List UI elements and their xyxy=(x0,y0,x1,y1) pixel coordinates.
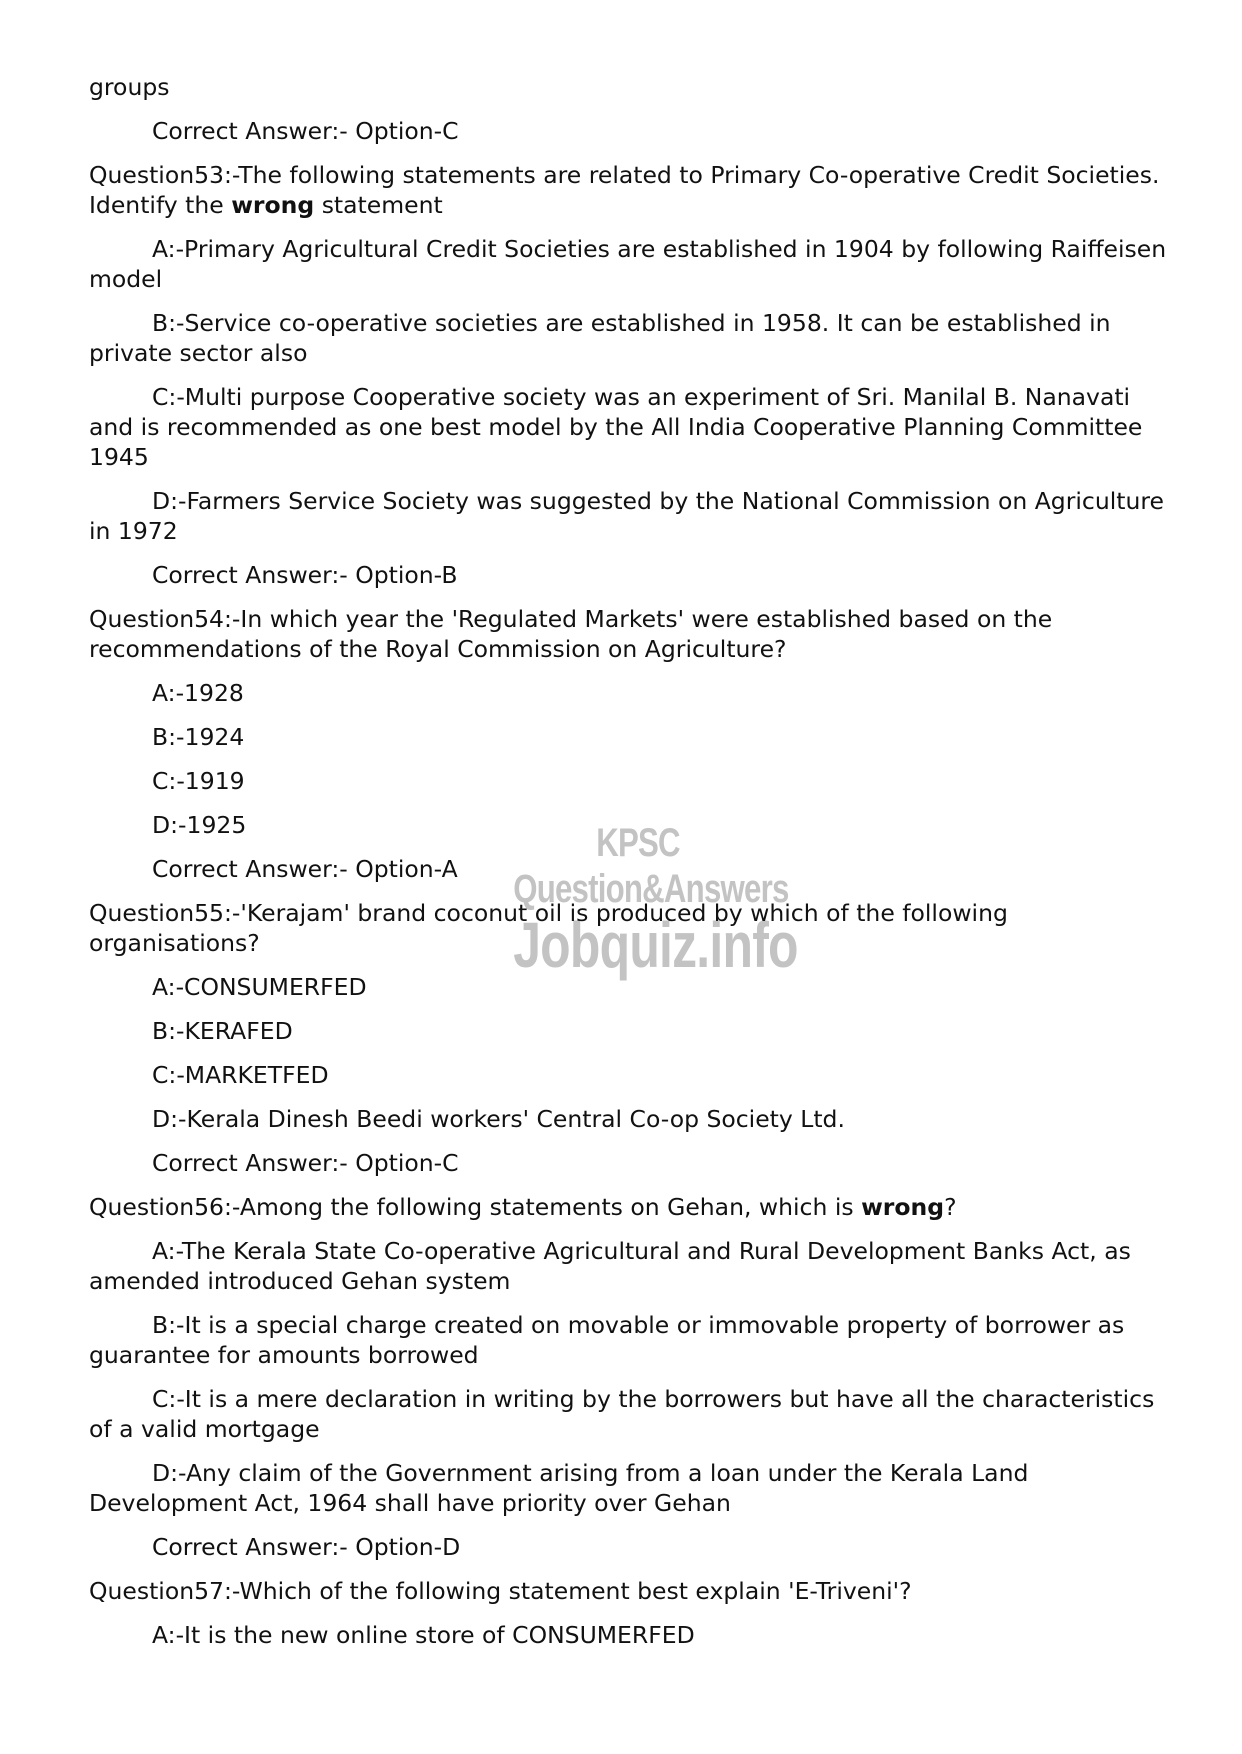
question-text: Question53:-The following statements are related to Primary Co-operative Credit Societies. Identify the wrong statement xyxy=(89,161,1160,219)
correct-answer: Correct Answer:- Option-B xyxy=(152,561,458,589)
option-c: C:-MARKETFED xyxy=(152,1061,329,1089)
question-text: Question56:-Among the following statements on Gehan, which is wrong? xyxy=(89,1193,957,1221)
option-a: A:-CONSUMERFED xyxy=(152,973,367,1001)
question-57 xyxy=(89,1576,1169,1650)
option-c: C:-It is a mere declaration in writing by the borrowers but have all the characteristics of a valid mortgage xyxy=(89,1385,1155,1443)
option-a: A:-It is the new online store of CONSUMERFED xyxy=(152,1621,695,1649)
watermark-line-1: KPSC Question&Answers xyxy=(513,821,789,911)
option-d: D:-Any claim of the Government arising from a loan under the Kerala Land Development Act, 1964 shall have priority over Gehan xyxy=(89,1459,1029,1517)
option-b: B:-KERAFED xyxy=(152,1017,293,1045)
question-text: Question54:-In which year the 'Regulated Markets' were established based on the recommendations of the Royal Commission on Agriculture? xyxy=(89,605,1053,663)
continuation-text: groups xyxy=(89,73,170,101)
question-56 xyxy=(89,1192,1169,1562)
option-a: A:-1928 xyxy=(152,679,244,707)
question-text: Question57:-Which of the following statement best explain 'E-Triveni'? xyxy=(89,1577,912,1605)
option-b: B:-Service co-operative societies are established in 1958. It can be established in private sector also xyxy=(89,309,1111,367)
option-c: C:-Multi purpose Cooperative society was an experiment of Sri. Manilal B. Nanavati and is recommended as one best model by the All India Cooperative Planning Committee 1945 xyxy=(89,383,1143,471)
option-d: D:-1925 xyxy=(152,811,247,839)
correct-answer: Correct Answer:- Option-A xyxy=(152,855,458,883)
emphasis-word: wrong xyxy=(231,191,315,219)
question-text: Question55:-'Kerajam' brand coconut oil is produced by which of the following organisations? xyxy=(89,899,1008,957)
option-c: C:-1919 xyxy=(152,767,245,795)
question-53 xyxy=(89,160,1169,590)
option-b: B:-It is a special charge created on movable or immovable property of borrower as guarantee for amounts borrowed xyxy=(89,1311,1125,1369)
previous-question-tail xyxy=(89,72,1169,146)
watermark-line-2: Jobquiz.info xyxy=(513,909,798,981)
option-a: A:-Primary Agricultural Credit Societies are established in 1904 by following Raiffeisen model xyxy=(89,235,1167,293)
option-d: D:-Kerala Dinesh Beedi workers' Central Co-op Society Ltd. xyxy=(152,1105,845,1133)
correct-answer: Correct Answer:- Option-C xyxy=(152,117,459,145)
emphasis-word: wrong xyxy=(861,1193,945,1221)
question-54 xyxy=(89,604,1169,884)
correct-answer: Correct Answer:- Option-C xyxy=(152,1149,459,1177)
option-b: B:-1924 xyxy=(152,723,245,751)
option-a: A:-The Kerala State Co-operative Agricultural and Rural Development Banks Act, as amended introduced Gehan system xyxy=(89,1237,1131,1295)
question-55 xyxy=(89,898,1169,1178)
correct-answer: Correct Answer:- Option-D xyxy=(152,1533,461,1561)
question-page xyxy=(89,72,1169,1650)
option-d: D:-Farmers Service Society was suggested by the National Commission on Agriculture in 1972 xyxy=(89,487,1164,545)
